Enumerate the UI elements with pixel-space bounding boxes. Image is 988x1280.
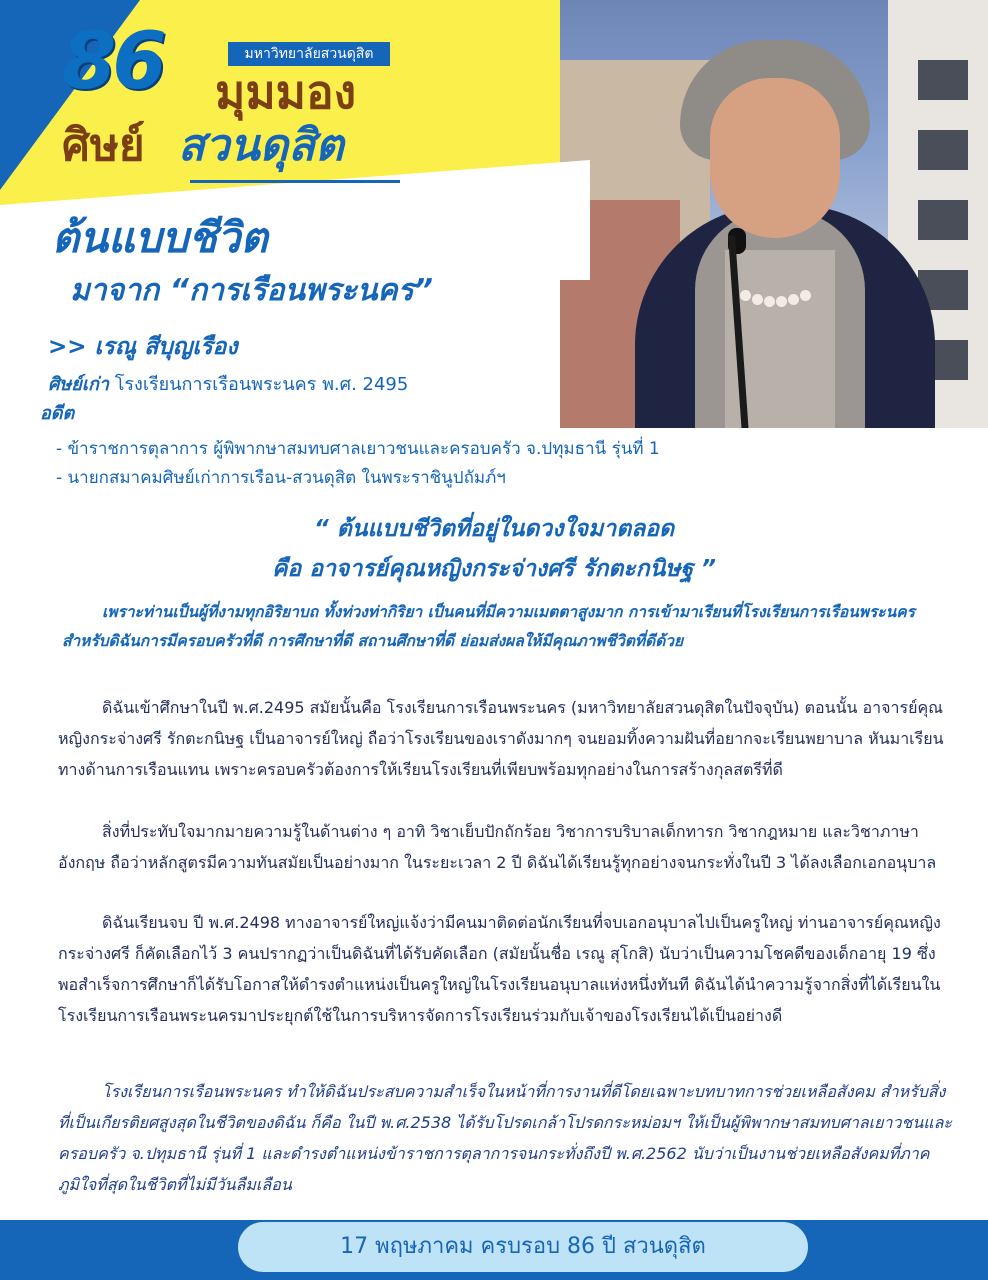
pearl: [776, 296, 787, 307]
page-title: ต้นแบบชีวิต: [52, 213, 268, 262]
pearl: [764, 296, 775, 307]
logo-number: 86: [62, 17, 163, 107]
pearl: [788, 294, 799, 305]
body-paragraph-1: ดิฉันเข้าศึกษาในปี พ.ศ.2495 สมัยนั้นคือ โรงเรียนการเรือนพระนคร (มหาวิทยาลัยสวนดุสิตในปัจจุบัน) ตอนนั้น อาจารย์คุณหญิงกระจ่างศรี รักตะกนิษฐ เป็นอาจารย์ใหญ่ ถือว่าโรงเรียนของเราดังมากๆ จนยอมทิ้งความฝันที่อยากจะเรียนพยาบาล หันมาเรียนทางด้านการเรือนแทน เพราะครอบครัวต้องการให้เรียนโรงเรียนที่เพียบพร้อมทุกอย่างในการสร้างกุลสตรีที่ดี: [58, 698, 944, 779]
past-item: - นายกสมาคมศิษย์เก่าการเรือน-สวนดุสิต ในพระราชินูปถัมภ์ฯ: [56, 468, 506, 488]
body-paragraph-4: โรงเรียนการเรือนพระนคร ทำให้ดิฉันประสบความสำเร็จในหน้าที่การงานที่ดีโดยเฉพาะบทบาทการช่วยเหลือสังคม สำหรับสิ่งที่เป็นเกียรติยศสูงสุดในชีวิตของดิฉัน ก็คือ ในปี พ.ศ.2538 ได้รับโปรดเกล้าโปรดกระหม่อมฯ ให้เป็นผู้พิพากษาสมทบศาลเยาวชนและครอบครัว จ.ปทุมธานี รุ่นที่ 1 และดำรงตำแหน่งข้าราชการตุลาการจนกระทั่งถึงปี พ.ศ.2562 นับว่าเป็นงานช่วยเหลือสังคมที่ภาคภูมิใจที่สุดในชีวิตที่ไม่มีวันลืมเลือน: [58, 1082, 952, 1194]
page-subtitle: มาจาก “การเรือนพระนคร”: [70, 273, 434, 308]
alumni-text: โรงเรียนการเรือนพระนคร พ.ศ. 2495: [109, 374, 409, 395]
pearl: [740, 290, 751, 301]
quote-line-2: คือ อาจารย์คุณหญิงกระจ่างศรี รักตะกนิษฐ ”: [272, 556, 716, 582]
alumni-label: ศิษย์เก่า: [48, 374, 109, 395]
window: [918, 200, 968, 240]
quote-body: เพราะท่านเป็นผู้ที่งามทุกอิริยาบถ ทั้งท่วงท่ากิริยา เป็นคนที่มีความเมตตาสูงมาก การเข้ามาเรียนที่โรงเรียนการเรือนพระนคร สำหรับดิฉันการมีครอบครัวที่ดี การศึกษาที่ดี สถานศึกษาที่ดี ย่อมส่งผลให้มีคุณภาพชีวิตที่ดีด้วย: [62, 603, 915, 650]
person-face: [710, 78, 840, 238]
quote-line-1: “ ต้นแบบชีวิตที่อยู่ในดวงใจมาตลอด: [313, 516, 674, 542]
past-item: - ข้าราชการตุลาการ ผู้พิพากษาสมทบศาลเยาวชนและครอบครัว จ.ปทุมธานี รุ่นที่ 1: [56, 439, 660, 459]
window: [918, 130, 968, 170]
past-label: อดีต: [40, 403, 75, 424]
logo-suandusit: สวนดุสิต: [178, 120, 344, 171]
logo-mummong: มุมมอง: [215, 65, 357, 119]
footer-anniversary: 17 พฤษภาคม ครบรอบ 86 ปี สวนดุสิต: [238, 1222, 808, 1272]
window: [918, 60, 968, 100]
alumni-info: [48, 371, 408, 399]
portrait-photo: [560, 0, 988, 428]
body-paragraph-3: ดิฉันเรียนจบ ปี พ.ศ.2498 ทางอาจารย์ใหญ่แจ้งว่ามีคนมาติดต่อนักเรียนที่จบเอกอนุบาลไปเป็นครูใหญ่ ท่านอาจารย์คุณหญิงกระจ่างศรี ก็คัดเลือกไว้ 3 คนปรากฏว่าเป็นดิฉันที่ได้รับคัดเลือก (สมัยนั้นชื่อ เรณู สุโกสิ) นับว่าเป็นความโชคดีของเด็กอายุ 19 ซึ่งพอสำเร็จการศึกษาก็ได้รับโอกาสให้ดำรงตำแหน่งเป็นครูใหญ่ในโรงเรียนอนุบาลแห่งหนึ่งทันที ดิฉันได้นำความรู้จากสิ่งที่ได้เรียนในโรงเรียนการเรือนพระนครมาประยุกต์ใช้ในการบริหารจัดการโรงเรียนร่วมกับเจ้าของโรงเรียนได้เป็นอย่างดี: [58, 913, 941, 1025]
body-paragraph-2: สิ่งที่ประทับใจมากมายความรู้ในด้านต่าง ๆ อาทิ วิชาเย็บปักถักร้อย วิชาการบริบาลเด็กทารก วิชากฎหมาย และวิชาภาษาอังกฤษ ถือว่าหลักสูตรมีความทันสมัยเป็นอย่างมาก ในระยะเวลา 2 ปี ดิฉันได้เรียนรู้ทุกอย่างจนกระทั่งในปี 3 ได้ลงเลือกเอกอนุบาล: [58, 822, 937, 872]
author-name: >> เรณู สีบุญเรือง: [48, 334, 238, 360]
pearl: [752, 294, 763, 305]
logo-underline: [190, 180, 400, 183]
logo-university-label: มหาวิทยาลัยสวนดุสิต: [228, 42, 390, 66]
pearl: [800, 290, 811, 301]
logo-sit: ศิษย์: [62, 120, 145, 171]
